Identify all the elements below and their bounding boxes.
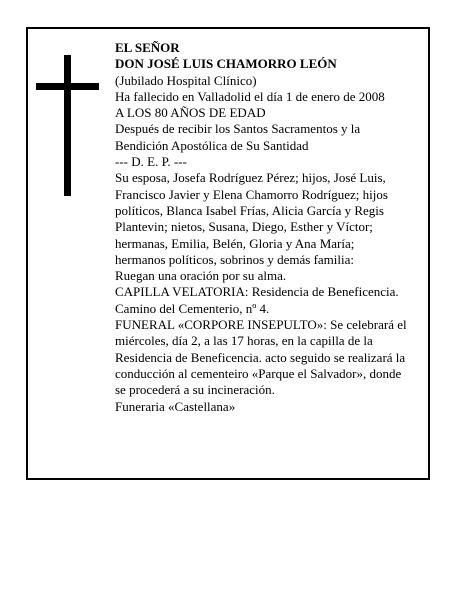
sacraments-line: Bendición Apostólica de Su Santidad — [115, 137, 309, 153]
sacraments-line: Después de recibir los Santos Sacramentos y la — [115, 121, 361, 137]
deceased-name: DON JOSÉ LUIS CHAMORRO LEÓN — [115, 56, 337, 72]
chapel-line: Camino del Cementerio, nº 4. — [115, 300, 270, 316]
funeral-line: se procederá a su incineración. — [115, 382, 275, 398]
cross-vertical-bar — [64, 55, 71, 196]
occupation: (Jubilado Hospital Clínico) — [115, 72, 257, 88]
rip-line: --- D. E. P. --- — [115, 154, 187, 170]
prayer-request: Ruegan una oración por su alma. — [115, 268, 287, 284]
funeral-home: Funeraria «Castellana» — [115, 398, 236, 414]
family-line: Plantevin; nietos, Susana, Diego, Esther y Víctor; — [115, 219, 373, 235]
obituary-text — [115, 40, 427, 415]
family-line: Francisco Javier y Elena Chamorro Rodríguez; hijos — [115, 186, 388, 202]
family-line: Su esposa, Josefa Rodríguez Pérez; hijos, José Luis, — [115, 170, 386, 186]
heading-title: EL SEÑOR — [115, 40, 180, 55]
family-line: hermanas, Emilia, Belén, Gloria y Ana María; — [115, 235, 355, 251]
death-statement: Ha fallecido en Valladolid el día 1 de enero de 2008 — [115, 88, 385, 104]
funeral-line: Residencia de Beneficencia. acto seguido se realizará la — [115, 349, 406, 365]
funeral-line: FUNERAL «CORPORE INSEPULTO»: Se celebrará el — [115, 317, 407, 333]
age-statement: A LOS 80 AÑOS DE EDAD — [115, 105, 266, 121]
family-line: hermanos políticos, sobrinos y demás familia: — [115, 251, 355, 267]
cross-horizontal-bar — [36, 83, 99, 90]
family-line: políticos, Blanca Isabel Frías, Alicia García y Regis — [115, 202, 384, 218]
chapel-line: CAPILLA VELATORIA: Residencia de Beneficencia. — [115, 284, 399, 300]
funeral-line: miércoles, día 2, a las 17 horas, en la capilla de la — [115, 333, 373, 349]
funeral-line: conducción al cementeiro «Parque el Salvador», donde — [115, 365, 402, 381]
